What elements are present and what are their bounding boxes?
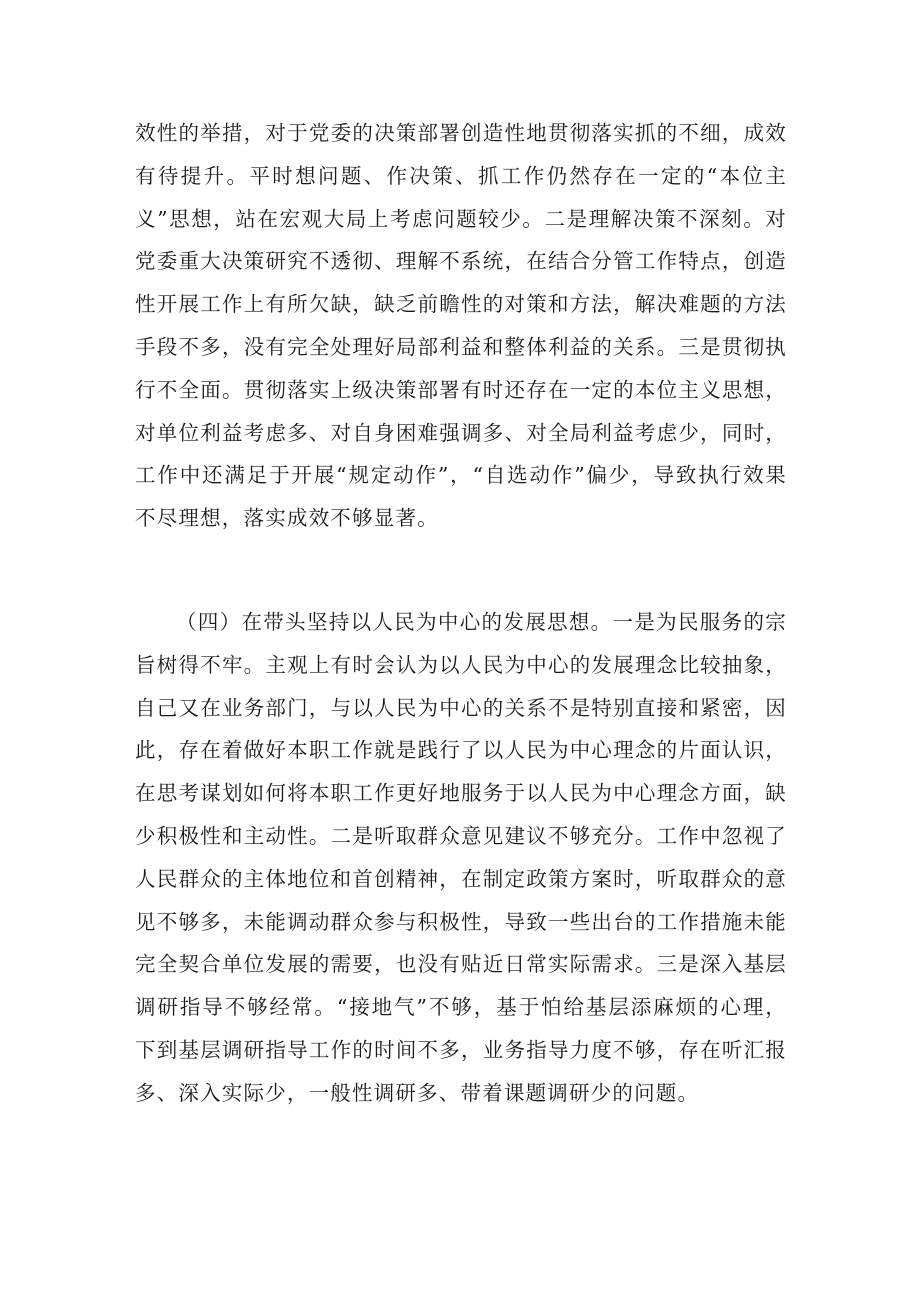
body-paragraph-continued: 效性的举措，对于党委的决策部署创造性地贯彻落实抓的不细，成效有待提升。平时想问题、作决策、抓工作仍然存在一定的“本位主义”思想，站在宏观大局上考虑问题较少。二是理解决策不深刻。对党委重大决策研究不透彻、理解不系统，在结合分管工作特点，创造性开展工作上有所欠缺，缺乏前瞻性的对策和方法，解决难题的方法手段不多，没有完全处理好局部利益和整体利益的关系。三是贯彻执行不全面。贯彻落实上级决策部署有时还存在一定的本位主义思想，对单位利益考虑多、对自身困难强调多、对全局利益考虑少，同时，工作中还满足于开展“规定动作”，“自选动作”偏少，导致执行效果不尽理想，落实成效不够显著。 (135, 121, 787, 531)
body-paragraph-section-four: （四）在带头坚持以人民为中心的发展思想。一是为民服务的宗旨树得不牢。主观上有时会认为以人民为中心的发展理念比较抽象，自己又在业务部门，与以人民为中心的关系不是特别直接和紧密，因此，存在着做好本职工作就是践行了以人民为中心理念的片面认识，在思考谋划如何将本职工作更好地服务于以人民为中心理念方面，缺少积极性和主动性。二是听取群众意见建议不够充分。工作中忽视了人民群众的主体地位和首创精神，在制定政策方案时，听取群众的意见不够多，未能调动群众参与积极性，导致一些出台的工作措施未能完全契合单位发展的需要，也没有贴近日常实际需求。三是深入基层调研指导不够经常。“接地气”不够，基于怕给基层添麻烦的心理，下到基层调研指导工作的时间不多，业务指导力度不够，存在听汇报多、深入实际少，一般性调研多、带着课题调研少的问题。 (135, 610, 787, 1105)
